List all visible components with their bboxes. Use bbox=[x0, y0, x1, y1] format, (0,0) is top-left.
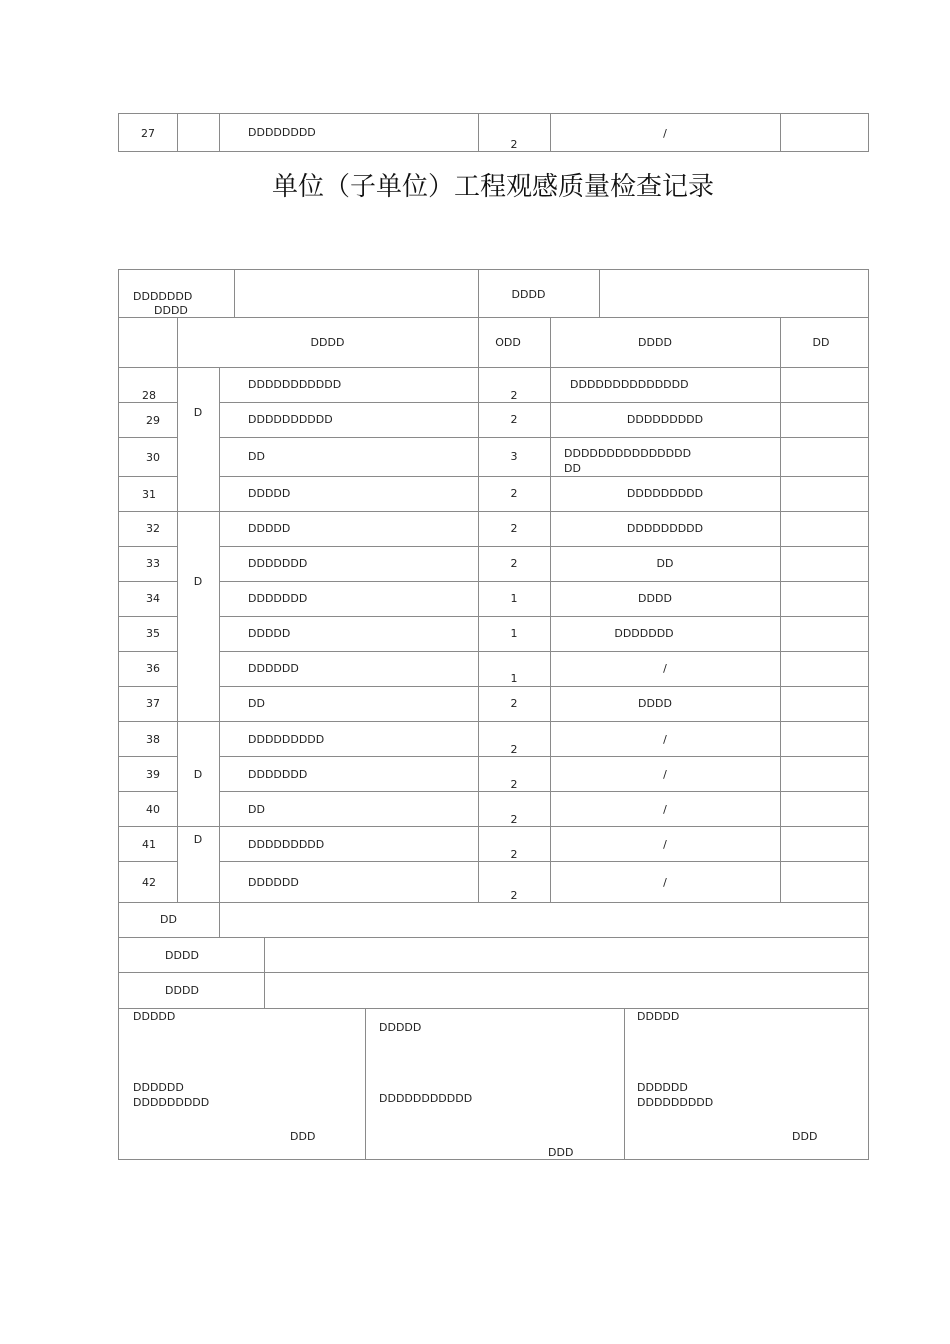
column-header-result: DDDD bbox=[638, 336, 672, 349]
item-name: DDDDDDDD bbox=[248, 126, 316, 139]
score: 2 bbox=[510, 813, 518, 826]
result: / bbox=[663, 876, 667, 889]
result: DDDD bbox=[638, 592, 672, 605]
result-line-2: DD bbox=[564, 462, 581, 475]
result: / bbox=[663, 838, 667, 851]
item-name: DDDDDDD bbox=[248, 768, 308, 781]
score: 1 bbox=[510, 672, 518, 685]
item-name: DD bbox=[248, 450, 265, 463]
item-name: DDDDD bbox=[248, 627, 291, 640]
row-number: 35 bbox=[146, 627, 160, 640]
row-number: 29 bbox=[146, 414, 160, 427]
signature-line: DDDDDDDDD bbox=[637, 1096, 714, 1109]
row-number: 27 bbox=[141, 127, 155, 140]
score: 2 bbox=[510, 778, 518, 791]
score: 2 bbox=[510, 487, 518, 500]
signature-date: DDD bbox=[290, 1130, 316, 1143]
group-label: D bbox=[193, 833, 203, 846]
project-label-line-2: DDDD bbox=[154, 304, 188, 317]
project-label: DDDDDDD bbox=[133, 290, 193, 303]
column-header-score: ODD bbox=[495, 336, 521, 349]
item-name: DDDDDDDDDD bbox=[248, 413, 333, 426]
result: DDDDDDDDDDDDDDD bbox=[564, 447, 692, 460]
group-label: D bbox=[193, 406, 203, 419]
row-number: 37 bbox=[146, 697, 160, 710]
signature-line: DDDDDDDDDDD bbox=[379, 1092, 473, 1105]
column-header-remark: DD bbox=[812, 336, 830, 349]
group-label: D bbox=[193, 575, 203, 588]
score: 2 bbox=[510, 557, 518, 570]
signature-line: DDDDDDDDD bbox=[133, 1096, 210, 1109]
score: 1 bbox=[510, 592, 518, 605]
score: 1 bbox=[510, 627, 518, 640]
row-number: 41 bbox=[142, 838, 156, 851]
signature-line: DDDDDD bbox=[637, 1081, 688, 1094]
result: / bbox=[663, 733, 667, 746]
row-number: 31 bbox=[142, 488, 156, 501]
item-name: DDDDD bbox=[248, 487, 291, 500]
item-name: DDDDDDDDD bbox=[248, 838, 325, 851]
item-name: DDDDDD bbox=[248, 662, 299, 675]
score: 2 bbox=[510, 522, 518, 535]
score: 2 bbox=[510, 413, 518, 426]
signature-title: DDDDD bbox=[133, 1010, 176, 1023]
item-name: DDDDDD bbox=[248, 876, 299, 889]
column-header-item: DDDD bbox=[310, 336, 345, 349]
conclusion-label: DDDD bbox=[165, 984, 199, 997]
result: DDDDDDDDD bbox=[626, 487, 704, 500]
item-name: DDDDD bbox=[248, 522, 291, 535]
row-number: 40 bbox=[146, 803, 160, 816]
score: 2 bbox=[510, 697, 518, 710]
signature-line: DDDDDD bbox=[133, 1081, 184, 1094]
row-number: 32 bbox=[146, 522, 160, 535]
total-label: DD bbox=[160, 913, 177, 926]
score: 2 bbox=[510, 743, 518, 756]
score: 2 bbox=[510, 389, 518, 402]
signature-date: DDD bbox=[548, 1146, 574, 1159]
row-number: 36 bbox=[146, 662, 160, 675]
row-number: 38 bbox=[146, 733, 160, 746]
item-name: DDDDDDD bbox=[248, 592, 308, 605]
item-name: DD bbox=[248, 697, 265, 710]
page-title: 单位（子单位）工程观感质量检查记录 bbox=[271, 172, 714, 202]
score: 2 bbox=[510, 138, 518, 151]
group-label: D bbox=[193, 768, 203, 781]
result: DDDDDDDDD bbox=[626, 413, 704, 426]
score: 2 bbox=[510, 889, 518, 902]
score: 2 bbox=[510, 848, 518, 861]
result: DDDDDDD bbox=[614, 627, 674, 640]
row-number: 39 bbox=[146, 768, 160, 781]
row-number: 34 bbox=[146, 592, 160, 605]
result: DD bbox=[656, 557, 674, 570]
unit-label: DDDD bbox=[511, 288, 546, 301]
row-number: 42 bbox=[142, 876, 156, 889]
result: DDDD bbox=[638, 697, 672, 710]
check-result-label: DDDD bbox=[165, 949, 199, 962]
signature-date: DDD bbox=[792, 1130, 818, 1143]
score: 3 bbox=[510, 450, 518, 463]
result: / bbox=[663, 127, 667, 140]
result: / bbox=[663, 803, 667, 816]
result: / bbox=[663, 662, 667, 675]
result: DDDDDDDDDDDDDD bbox=[570, 378, 689, 391]
item-name: DDDDDDD bbox=[248, 557, 308, 570]
item-name: DDDDDDDDDDD bbox=[248, 378, 342, 391]
item-name: DD bbox=[248, 803, 265, 816]
result: DDDDDDDDD bbox=[626, 522, 704, 535]
row-number: 33 bbox=[146, 557, 160, 570]
result: / bbox=[663, 768, 667, 781]
row-number: 30 bbox=[146, 451, 160, 464]
item-name: DDDDDDDDD bbox=[248, 733, 325, 746]
signature-title: DDDDD bbox=[637, 1010, 680, 1023]
signature-title: DDDDD bbox=[379, 1021, 422, 1034]
row-number: 28 bbox=[142, 389, 156, 402]
